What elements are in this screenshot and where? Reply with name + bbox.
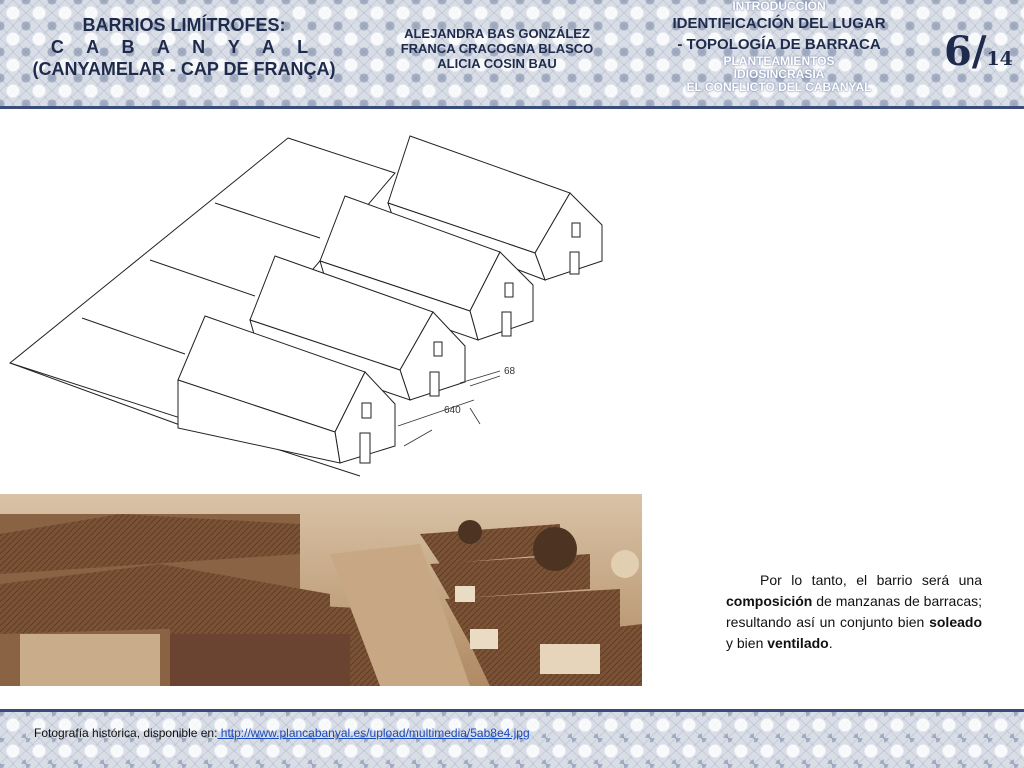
body-text-1: Por lo tanto, el barrio será una	[760, 572, 982, 588]
page-number	[944, 28, 1013, 75]
nav-item-conflicto[interactable]: EL CONFLICTO DEL CABANYAL	[686, 80, 872, 94]
bold-ventilado: ventilado	[767, 635, 829, 651]
bold-soleado: soleado	[929, 614, 982, 630]
caption-prefix: Fotografía histórica, disponible en:	[34, 726, 218, 740]
footer-band	[0, 712, 1024, 768]
photo-caption	[34, 726, 530, 740]
page-current: 6/	[944, 28, 987, 75]
bold-composicion: composición	[726, 593, 813, 609]
title-line-3: (CANYAMELAR - CAP DE FRANÇA)	[32, 59, 336, 79]
title-line-1: BARRIOS LIMÍTROFES:	[82, 15, 286, 35]
body-text-4: .	[828, 635, 833, 651]
page-total: 14	[986, 48, 1013, 70]
body-text-2: de manzanas de barracas; resultando así un conjunto bien	[726, 593, 983, 630]
author-2: FRANCA CRACOGNA BLASCO	[400, 41, 594, 56]
author-3: ALICIA COSIN BAU	[437, 56, 557, 71]
header-divider	[0, 106, 1024, 109]
dimension-width-label: 640	[444, 405, 461, 416]
caption-link[interactable]: http://www.plancabanyal.es/upload/multimedia/5ab8e4.jpg	[217, 726, 530, 740]
nav-item-planteamientos[interactable]: PLANTEAMIENTOS	[723, 54, 835, 68]
authors-block	[382, 26, 612, 71]
section-nav	[636, 0, 922, 94]
nav-item-identificacion[interactable]: IDENTIFICACIÓN DEL LUGAR	[672, 15, 886, 32]
nav-item-intro[interactable]: INTRODUCCIÓN	[732, 0, 826, 13]
historical-photo	[0, 494, 642, 686]
body-text-3: y bien	[726, 635, 768, 651]
nav-item-idiosincrasia[interactable]: IDIOSINCRASIA	[733, 67, 825, 81]
barraca-isometric-drawing	[0, 128, 620, 488]
dimension-gap-label: 68	[504, 366, 516, 377]
body-paragraph	[726, 570, 982, 654]
title-line-2: C A B A N Y A L	[50, 37, 318, 57]
nav-item-topologia[interactable]: - TOPOLOGÍA DE BARRACA	[677, 36, 881, 53]
presentation-title	[14, 14, 354, 80]
author-1: ALEJANDRA BAS GONZÁLEZ	[404, 26, 590, 41]
